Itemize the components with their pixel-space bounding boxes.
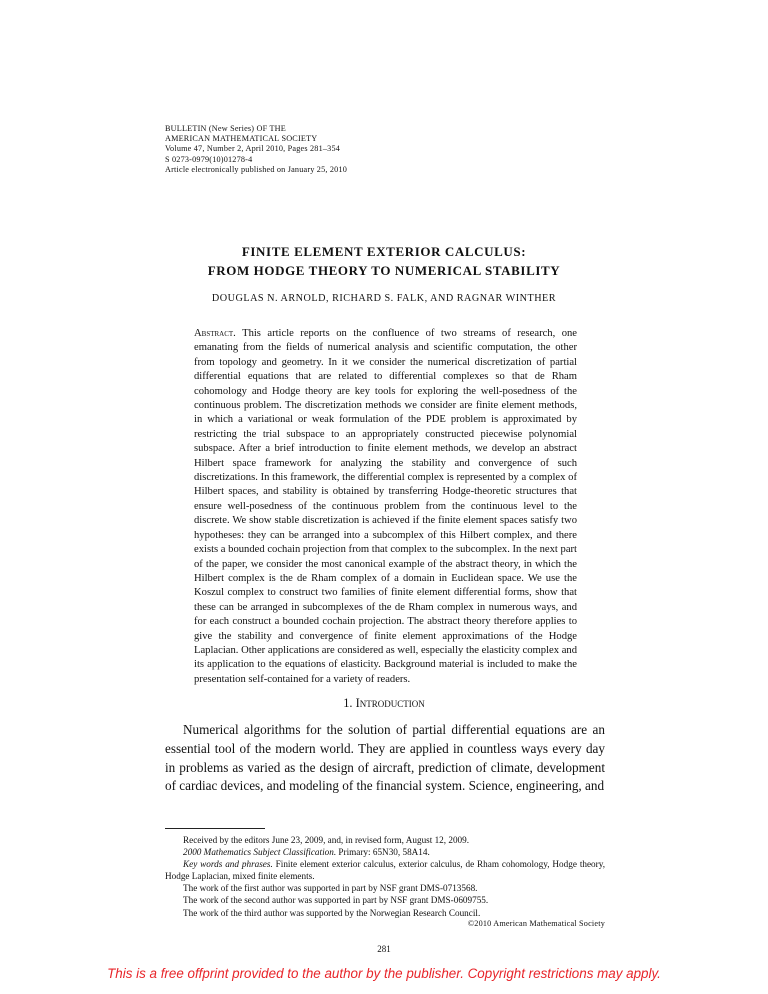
msc-note xyxy=(165,846,605,858)
support-note-3: The work of the third author was supported by the Norwegian Research Council. xyxy=(183,907,481,918)
publication-date: Article electronically published on January 25, 2010 xyxy=(165,164,348,174)
abstract-label: Abstract. xyxy=(194,328,236,339)
section-title: Introduction xyxy=(355,696,425,710)
abstract-text: This article reports on the confluence of two streams of research, one emanating from the fields of numerical analysis and scientific computation, the other from topology and geometry. In it we consider the numerical discretization of partial differential equations that are related to differential complexes so that de Rham cohomology and Hodge theory are key tools for exploring the well-posedness of the continuous problem. The discretization methods we consider are finite element methods, in which a variational or weak formulation of the PDE problem is approximated by restricting the trial subspace to an appropriately constructed piecewise polynomial subspace. After a brief introduction to finite element methods, we develop an abstract Hilbert space framework for analyzing the stability and convergence of such discretizations. In this framework, the differential complex is represented by a complex of Hilbert spaces, and stability is obtained by transferring Hodge-theoretic structures that ensure well-posedness of the continuous problem from the continuous level to the discrete. We show stable discretization is achieved if the finite element spaces satisfy two hypotheses: they can be arranged into a subcomplex of this Hilbert complex, and there exists a bounded cochain projection from that complex to the subcomplex. In the next part of the paper, we consider the most canonical example of the abstract theory, in which the Hilbert complex is the de Rham complex of a domain in Euclidean space. We use the Koszul complex to construct two families of finite element differential forms, show that these can be arranged in subcomplexes of the de Rham complex in numerous ways, and for each construct a bounded cochain projection. The abstract theory therefore applies to give the stability and convergence of finite element approximations of the Hodge Laplacian. Other applications are considered as well, especially the elasticity complex and its application to the equations of elasticity. Background material is included to make the presentation self-contained for a variety of readers. xyxy=(194,328,577,685)
keywords-label: Key words and phrases. xyxy=(183,859,273,870)
journal-series: BULLETIN (New Series) OF THE xyxy=(165,124,286,133)
msc-value: Primary: 65N30, 58A14. xyxy=(336,847,430,858)
journal-issn: S 0273-0979(10)01278-4 xyxy=(165,154,253,164)
section-number: 1. xyxy=(343,696,353,710)
abstract xyxy=(194,327,577,687)
keywords-value: Finite element exterior calculus, exterior calculus, de Rham cohomology, Hodge theory, Hodge Laplacian, mixed finite elements. xyxy=(165,859,605,882)
support-note-1: The work of the first author was supported in part by NSF grant DMS-0713568. xyxy=(183,883,478,894)
author-list: DOUGLAS N. ARNOLD, RICHARD S. FALK, AND RAGNAR WINTHER xyxy=(211,293,557,304)
paper-title xyxy=(0,242,768,280)
received-note: Received by the editors June 23, 2009, and, in revised form, August 12, 2009. xyxy=(183,835,470,845)
page-number: 281 xyxy=(377,944,391,954)
msc-label: 2000 Mathematics Subject Classification. xyxy=(183,847,337,858)
copyright-notice: ©2010 American Mathematical Society xyxy=(467,919,605,928)
journal-volume: Volume 47, Number 2, April 2010, Pages 281–354 xyxy=(165,144,341,154)
journal-name: AMERICAN MATHEMATICAL SOCIETY xyxy=(165,134,318,144)
support-note-2: The work of the second author was supported in part by NSF grant DMS-0609755. xyxy=(183,895,489,906)
keywords-note xyxy=(165,858,605,882)
title-line-1: FINITE ELEMENT EXTERIOR CALCULUS: xyxy=(241,244,527,259)
section-heading xyxy=(0,696,768,711)
title-line-2: FROM HODGE THEORY TO NUMERICAL STABILITY xyxy=(207,263,561,278)
footnote-rule xyxy=(165,828,265,829)
offprint-notice: This is a free offprint provided to the author by the publisher. Copyright restrictions may apply. xyxy=(107,966,661,981)
footnotes xyxy=(165,834,605,919)
intro-paragraph: Numerical algorithms for the solution of partial differential equations are an essential tool of the modern world. They are applied in countless ways every day in problems as varied as the design of aircraft, prediction of climate, development of cardiac devices, and modeling of the financial system. Science, engineering, and xyxy=(165,722,605,794)
journal-header xyxy=(165,124,347,175)
